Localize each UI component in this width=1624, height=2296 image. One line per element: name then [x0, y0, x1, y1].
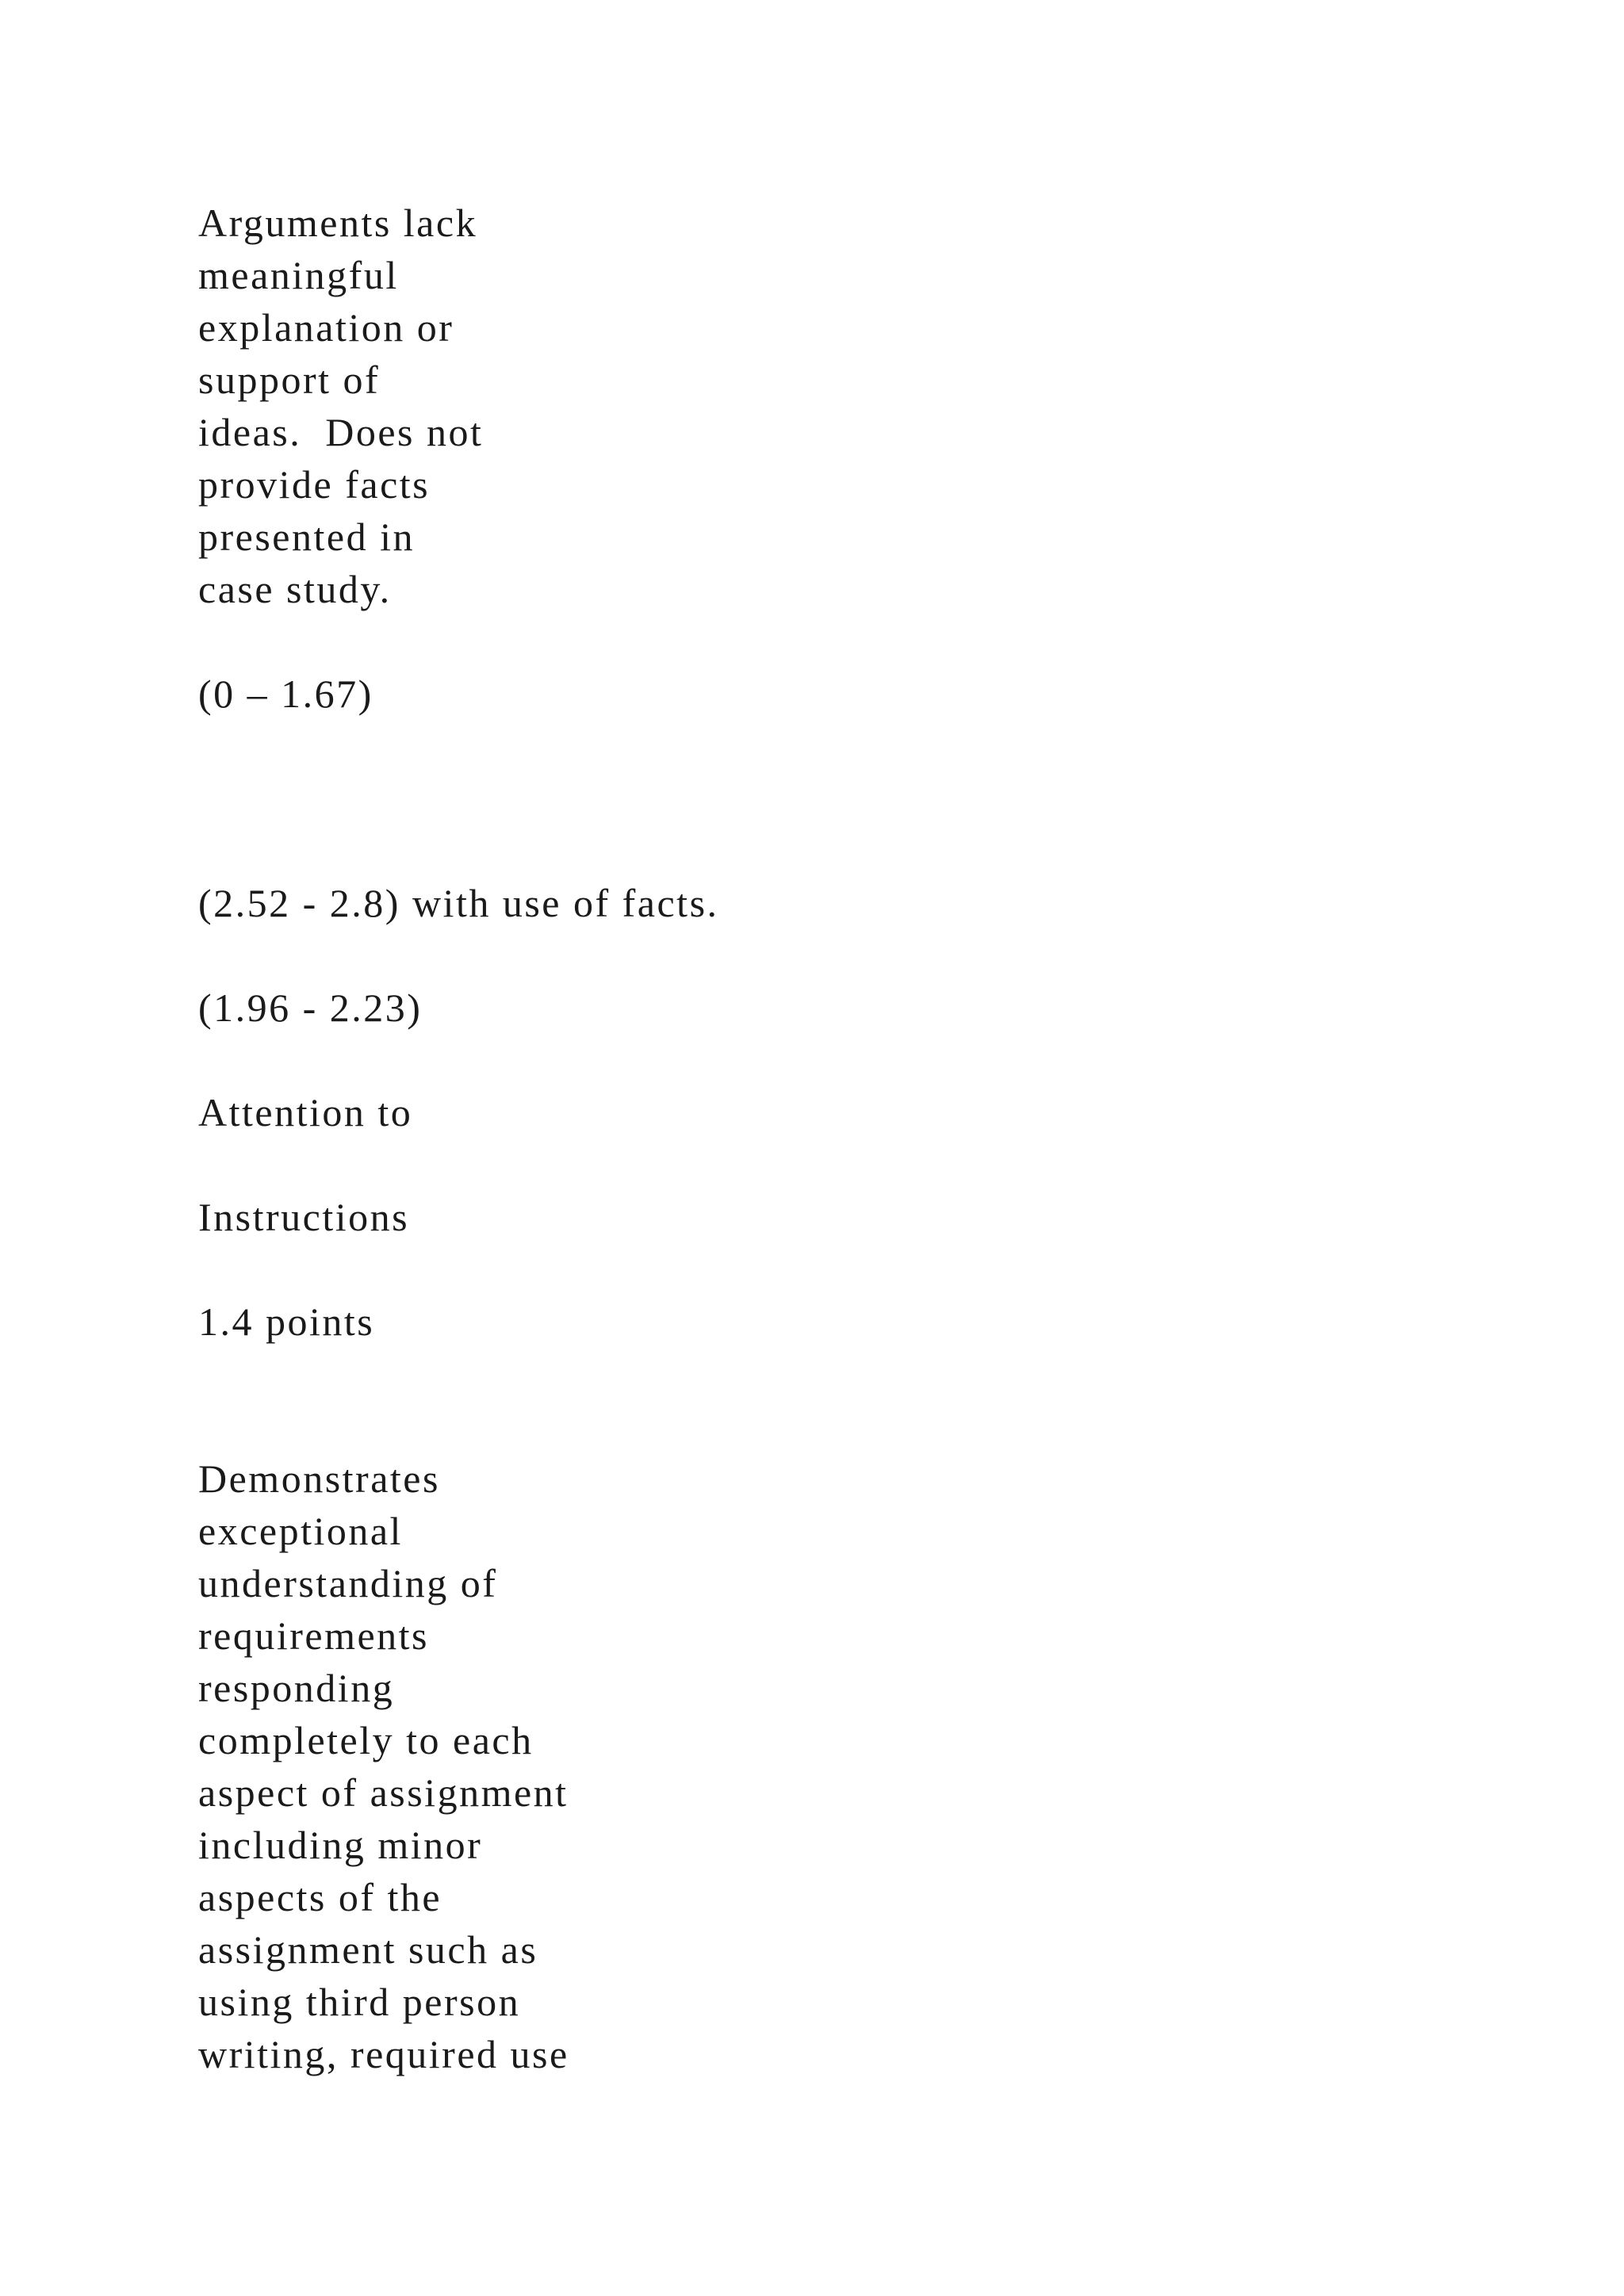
criterion-title: Instructions: [198, 1195, 410, 1239]
text-line: aspects of the: [198, 1875, 442, 1919]
score-range: (1.96 - 2.23): [198, 985, 423, 1030]
text-line: ideas. Does not: [198, 410, 484, 454]
text-line: completely to each: [198, 1718, 534, 1762]
text-line: provide facts: [198, 462, 431, 507]
text-line: Demonstrates: [198, 1456, 440, 1501]
text-line: including minor: [198, 1823, 483, 1867]
text-line: understanding of: [198, 1561, 498, 1605]
text-line: aspect of assignment: [198, 1770, 569, 1815]
text-line: writing, required use: [198, 2032, 569, 2076]
text-line: (2.52 - 2.8) with use of facts.: [198, 881, 719, 925]
score-range: (0 – 1.67): [198, 672, 373, 716]
text-line: support of: [198, 358, 381, 402]
text-line: presented in: [198, 515, 415, 559]
criterion-title: Attention to: [198, 1090, 413, 1135]
text-line: responding: [198, 1666, 395, 1710]
text-line: using third person: [198, 1980, 521, 2024]
text-line: assignment such as: [198, 1927, 538, 1972]
text-line: case study.: [198, 567, 392, 611]
text-line: meaningful: [198, 253, 399, 297]
criterion-points: 1.4 points: [198, 1299, 375, 1344]
text-line: Arguments lack: [198, 201, 478, 245]
text-line: explanation or: [198, 305, 454, 350]
text-line: requirements: [198, 1613, 430, 1658]
text-line: exceptional: [198, 1509, 403, 1553]
